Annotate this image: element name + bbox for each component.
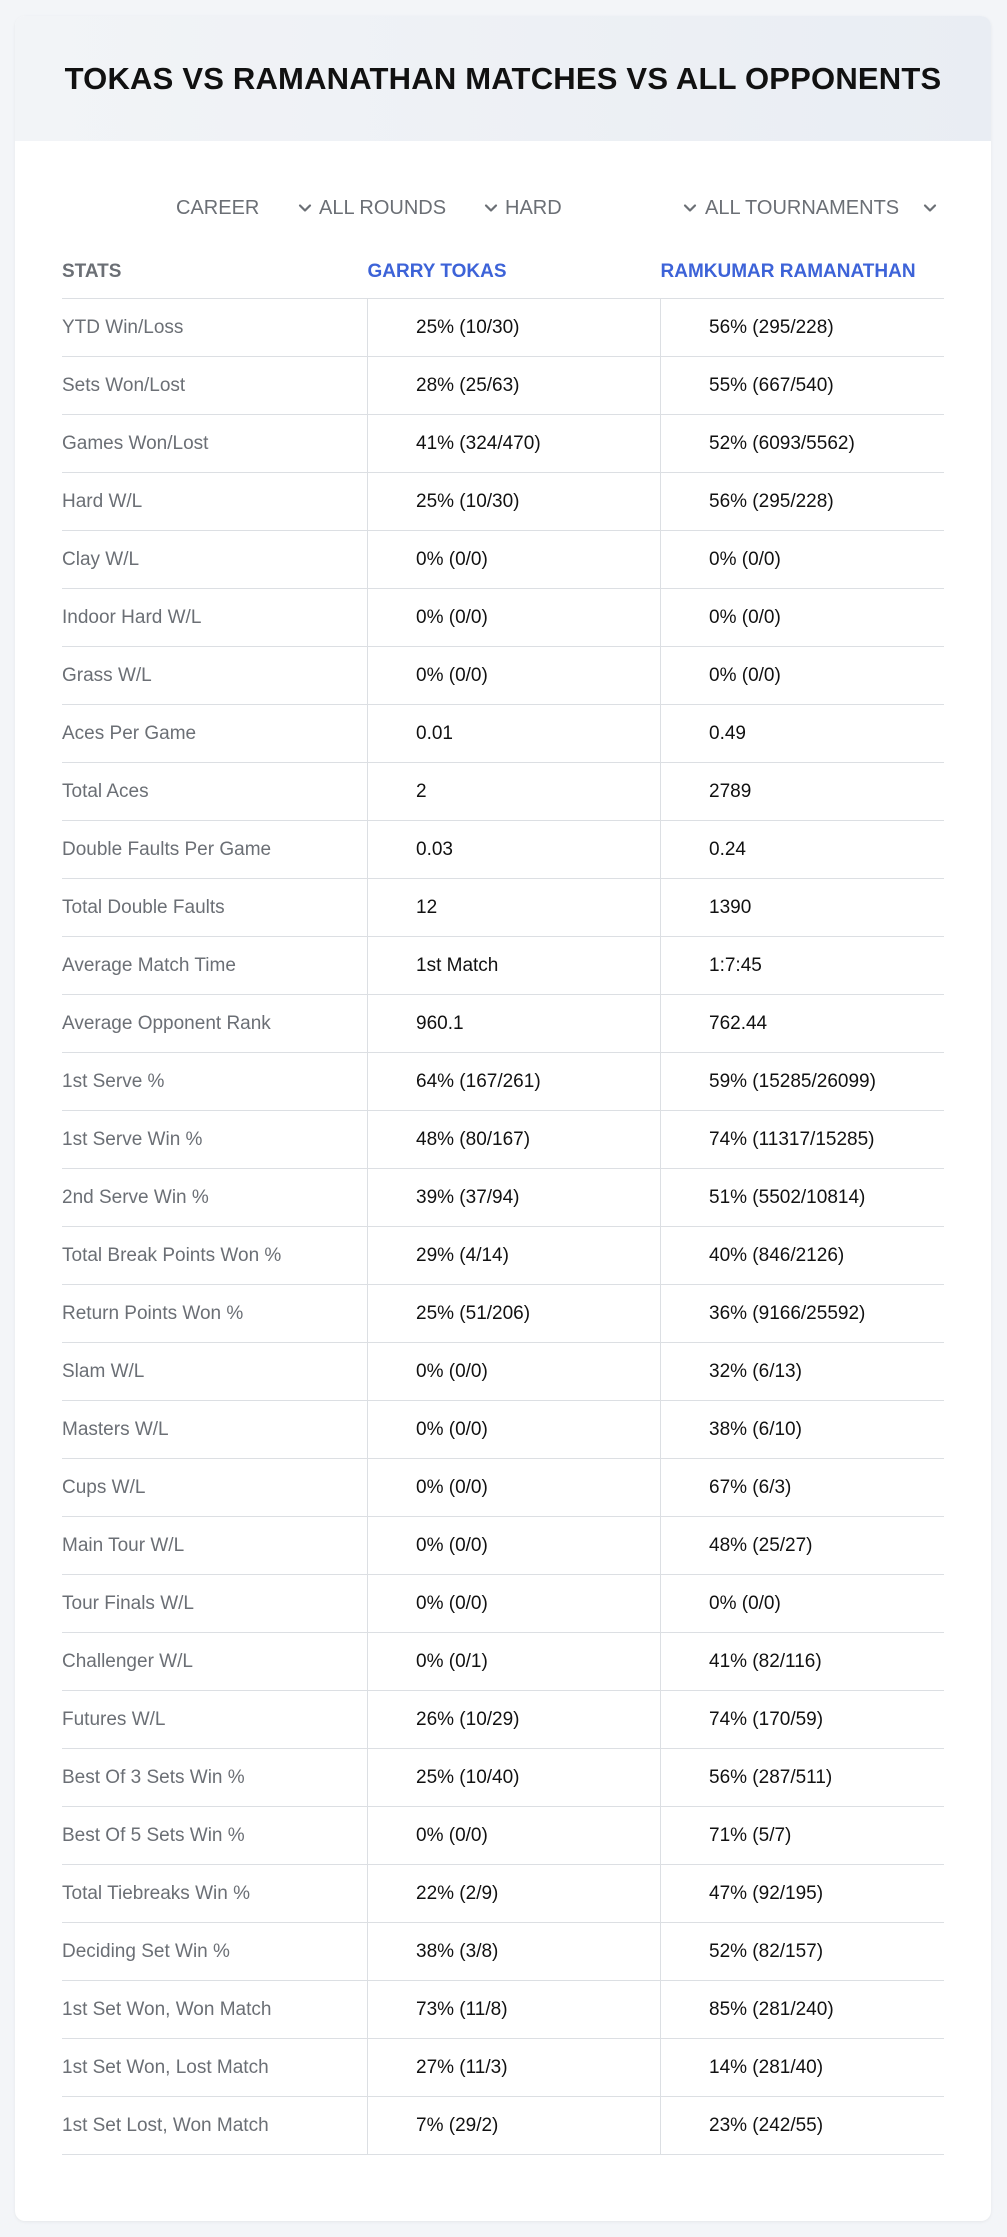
stat-label: Return Points Won %	[62, 1285, 368, 1343]
surface-filter-select[interactable]	[505, 188, 699, 228]
career-filter-select[interactable]	[176, 188, 314, 228]
player1-stat-value: 0.01	[368, 705, 661, 763]
player2-stat-value: 0% (0/0)	[661, 647, 945, 705]
player1-stat-value: 22% (2/9)	[368, 1865, 661, 1923]
stats-table-body	[62, 299, 944, 2155]
player2-stat-value: 40% (846/2126)	[661, 1227, 945, 1285]
player2-stat-value: 36% (9166/25592)	[661, 1285, 945, 1343]
stat-label: Masters W/L	[62, 1401, 368, 1459]
table-row	[62, 1343, 944, 1401]
player1-stat-value: 29% (4/14)	[368, 1227, 661, 1285]
filter-bar	[15, 188, 991, 228]
stat-label: Futures W/L	[62, 1691, 368, 1749]
table-row	[62, 1285, 944, 1343]
stat-label: Indoor Hard W/L	[62, 589, 368, 647]
player2-stat-value: 1:7:45	[661, 937, 945, 995]
stat-label: Deciding Set Win %	[62, 1923, 368, 1981]
stat-label: Grass W/L	[62, 647, 368, 705]
player1-stat-value: 39% (37/94)	[368, 1169, 661, 1227]
player2-stat-value: 56% (295/228)	[661, 473, 945, 531]
stat-label: Average Match Time	[62, 937, 368, 995]
chevron-down-icon	[681, 199, 699, 217]
player1-stat-value: 64% (167/261)	[368, 1053, 661, 1111]
player1-stat-value: 0% (0/0)	[368, 1807, 661, 1865]
table-row	[62, 1923, 944, 1981]
player2-stat-value: 41% (82/116)	[661, 1633, 945, 1691]
player2-stat-value: 0% (0/0)	[661, 1575, 945, 1633]
stat-label: 1st Set Lost, Won Match	[62, 2097, 368, 2155]
player1-stat-value: 25% (51/206)	[368, 1285, 661, 1343]
stat-label: Cups W/L	[62, 1459, 368, 1517]
player2-stat-value: 0.24	[661, 821, 945, 879]
page-title: TOKAS VS RAMANATHAN MATCHES VS ALL OPPONENTS	[64, 60, 942, 96]
player1-stat-value: 25% (10/30)	[368, 473, 661, 531]
stat-label: 1st Set Won, Lost Match	[62, 2039, 368, 2097]
player2-stat-value: 2789	[661, 763, 945, 821]
table-row	[62, 1401, 944, 1459]
card-header	[15, 16, 991, 141]
table-row	[62, 357, 944, 415]
table-row	[62, 937, 944, 995]
player1-stat-value: 48% (80/167)	[368, 1111, 661, 1169]
player2-stat-value: 0% (0/0)	[661, 589, 945, 647]
stat-label: Sets Won/Lost	[62, 357, 368, 415]
table-row	[62, 647, 944, 705]
player1-stat-value: 0% (0/0)	[368, 647, 661, 705]
stats-table	[62, 246, 944, 2155]
player2-stat-value: 74% (11317/15285)	[661, 1111, 945, 1169]
filter-label: CAREER	[176, 196, 260, 219]
player1-stat-value: 0% (0/0)	[368, 531, 661, 589]
player1-stat-value: 0% (0/0)	[368, 1343, 661, 1401]
player2-stat-value: 51% (5502/10814)	[661, 1169, 945, 1227]
chevron-down-icon	[482, 199, 500, 217]
player1-stat-value: 2	[368, 763, 661, 821]
player1-stat-value: 26% (10/29)	[368, 1691, 661, 1749]
stat-label: Slam W/L	[62, 1343, 368, 1401]
stat-label: 1st Serve Win %	[62, 1111, 368, 1169]
player2-stat-value: 47% (92/195)	[661, 1865, 945, 1923]
stat-label: 1st Set Won, Won Match	[62, 1981, 368, 2039]
table-row	[62, 473, 944, 531]
player2-stat-value: 0.49	[661, 705, 945, 763]
stat-label: Tour Finals W/L	[62, 1575, 368, 1633]
player2-stat-value: 56% (295/228)	[661, 299, 945, 357]
table-row	[62, 1053, 944, 1111]
stat-label: Total Aces	[62, 763, 368, 821]
stat-label: Total Break Points Won %	[62, 1227, 368, 1285]
stat-label: Aces Per Game	[62, 705, 368, 763]
player2-stat-value: 52% (6093/5562)	[661, 415, 945, 473]
player2-stat-value: 55% (667/540)	[661, 357, 945, 415]
player1-stat-value: 0% (0/0)	[368, 589, 661, 647]
player2-stat-value: 1390	[661, 879, 945, 937]
player1-stat-value: 25% (10/40)	[368, 1749, 661, 1807]
player2-stat-value: 23% (242/55)	[661, 2097, 945, 2155]
stat-label: Total Double Faults	[62, 879, 368, 937]
stat-label: Double Faults Per Game	[62, 821, 368, 879]
stat-label: Average Opponent Rank	[62, 995, 368, 1053]
player1-stat-value: 1st Match	[368, 937, 661, 995]
stats-column-header: STATS	[62, 246, 368, 299]
player2-stat-value: 74% (170/59)	[661, 1691, 945, 1749]
player1-stat-value: 7% (29/2)	[368, 2097, 661, 2155]
stat-label: Best Of 5 Sets Win %	[62, 1807, 368, 1865]
player2-stat-value: 59% (15285/26099)	[661, 1053, 945, 1111]
player1-stat-value: 0% (0/0)	[368, 1459, 661, 1517]
player2-stat-value: 56% (287/511)	[661, 1749, 945, 1807]
player1-stat-value: 0% (0/0)	[368, 1401, 661, 1459]
filter-label: ALL TOURNAMENTS	[705, 196, 900, 219]
stat-label: Hard W/L	[62, 473, 368, 531]
stat-label: Challenger W/L	[62, 1633, 368, 1691]
player1-stat-value: 73% (11/8)	[368, 1981, 661, 2039]
table-row	[62, 763, 944, 821]
filter-label: HARD	[505, 196, 562, 219]
chevron-down-icon	[296, 199, 314, 217]
table-row	[62, 531, 944, 589]
tournaments-filter-select[interactable]	[705, 188, 939, 228]
chevron-down-icon	[921, 199, 939, 217]
player1-stat-value: 0.03	[368, 821, 661, 879]
player1-stat-value: 0% (0/0)	[368, 1517, 661, 1575]
player1-stat-value: 0% (0/0)	[368, 1575, 661, 1633]
table-row	[62, 415, 944, 473]
player1-stat-value: 27% (11/3)	[368, 2039, 661, 2097]
player1-stat-value: 12	[368, 879, 661, 937]
stats-card	[15, 16, 991, 2221]
player1-column-header[interactable]: GARRY TOKAS	[368, 246, 661, 299]
player1-stat-value: 25% (10/30)	[368, 299, 661, 357]
stat-label: Games Won/Lost	[62, 415, 368, 473]
player2-stat-value: 71% (5/7)	[661, 1807, 945, 1865]
table-row	[62, 589, 944, 647]
stat-label: 2nd Serve Win %	[62, 1169, 368, 1227]
stat-label: YTD Win/Loss	[62, 299, 368, 357]
table-row	[62, 299, 944, 357]
rounds-filter-select[interactable]	[319, 188, 500, 228]
table-row	[62, 995, 944, 1053]
table-row	[62, 1633, 944, 1691]
table-row	[62, 1981, 944, 2039]
player2-stat-value: 52% (82/157)	[661, 1923, 945, 1981]
stat-label: 1st Serve %	[62, 1053, 368, 1111]
player1-stat-value: 38% (3/8)	[368, 1923, 661, 1981]
player2-stat-value: 38% (6/10)	[661, 1401, 945, 1459]
player1-stat-value: 41% (324/470)	[368, 415, 661, 473]
player2-stat-value: 32% (6/13)	[661, 1343, 945, 1401]
table-row	[62, 1517, 944, 1575]
stat-label: Main Tour W/L	[62, 1517, 368, 1575]
player2-stat-value: 0% (0/0)	[661, 531, 945, 589]
table-row	[62, 2039, 944, 2097]
filter-label: ALL ROUNDS	[319, 196, 447, 219]
table-row	[62, 1169, 944, 1227]
table-row	[62, 1865, 944, 1923]
table-row	[62, 1691, 944, 1749]
player2-column-header[interactable]: RAMKUMAR RAMANATHAN	[661, 246, 945, 299]
player1-stat-value: 28% (25/63)	[368, 357, 661, 415]
stat-label: Clay W/L	[62, 531, 368, 589]
player2-stat-value: 762.44	[661, 995, 945, 1053]
table-row	[62, 705, 944, 763]
table-row	[62, 821, 944, 879]
table-row	[62, 1575, 944, 1633]
table-row	[62, 1807, 944, 1865]
table-header-row	[62, 246, 944, 299]
table-row	[62, 1459, 944, 1517]
stat-label: Best Of 3 Sets Win %	[62, 1749, 368, 1807]
player1-stat-value: 0% (0/1)	[368, 1633, 661, 1691]
player2-stat-value: 85% (281/240)	[661, 1981, 945, 2039]
player2-stat-value: 48% (25/27)	[661, 1517, 945, 1575]
table-row	[62, 879, 944, 937]
player2-stat-value: 67% (6/3)	[661, 1459, 945, 1517]
stat-label: Total Tiebreaks Win %	[62, 1865, 368, 1923]
table-row	[62, 2097, 944, 2155]
table-row	[62, 1749, 944, 1807]
player1-stat-value: 960.1	[368, 995, 661, 1053]
table-row	[62, 1111, 944, 1169]
player2-stat-value: 14% (281/40)	[661, 2039, 945, 2097]
table-row	[62, 1227, 944, 1285]
